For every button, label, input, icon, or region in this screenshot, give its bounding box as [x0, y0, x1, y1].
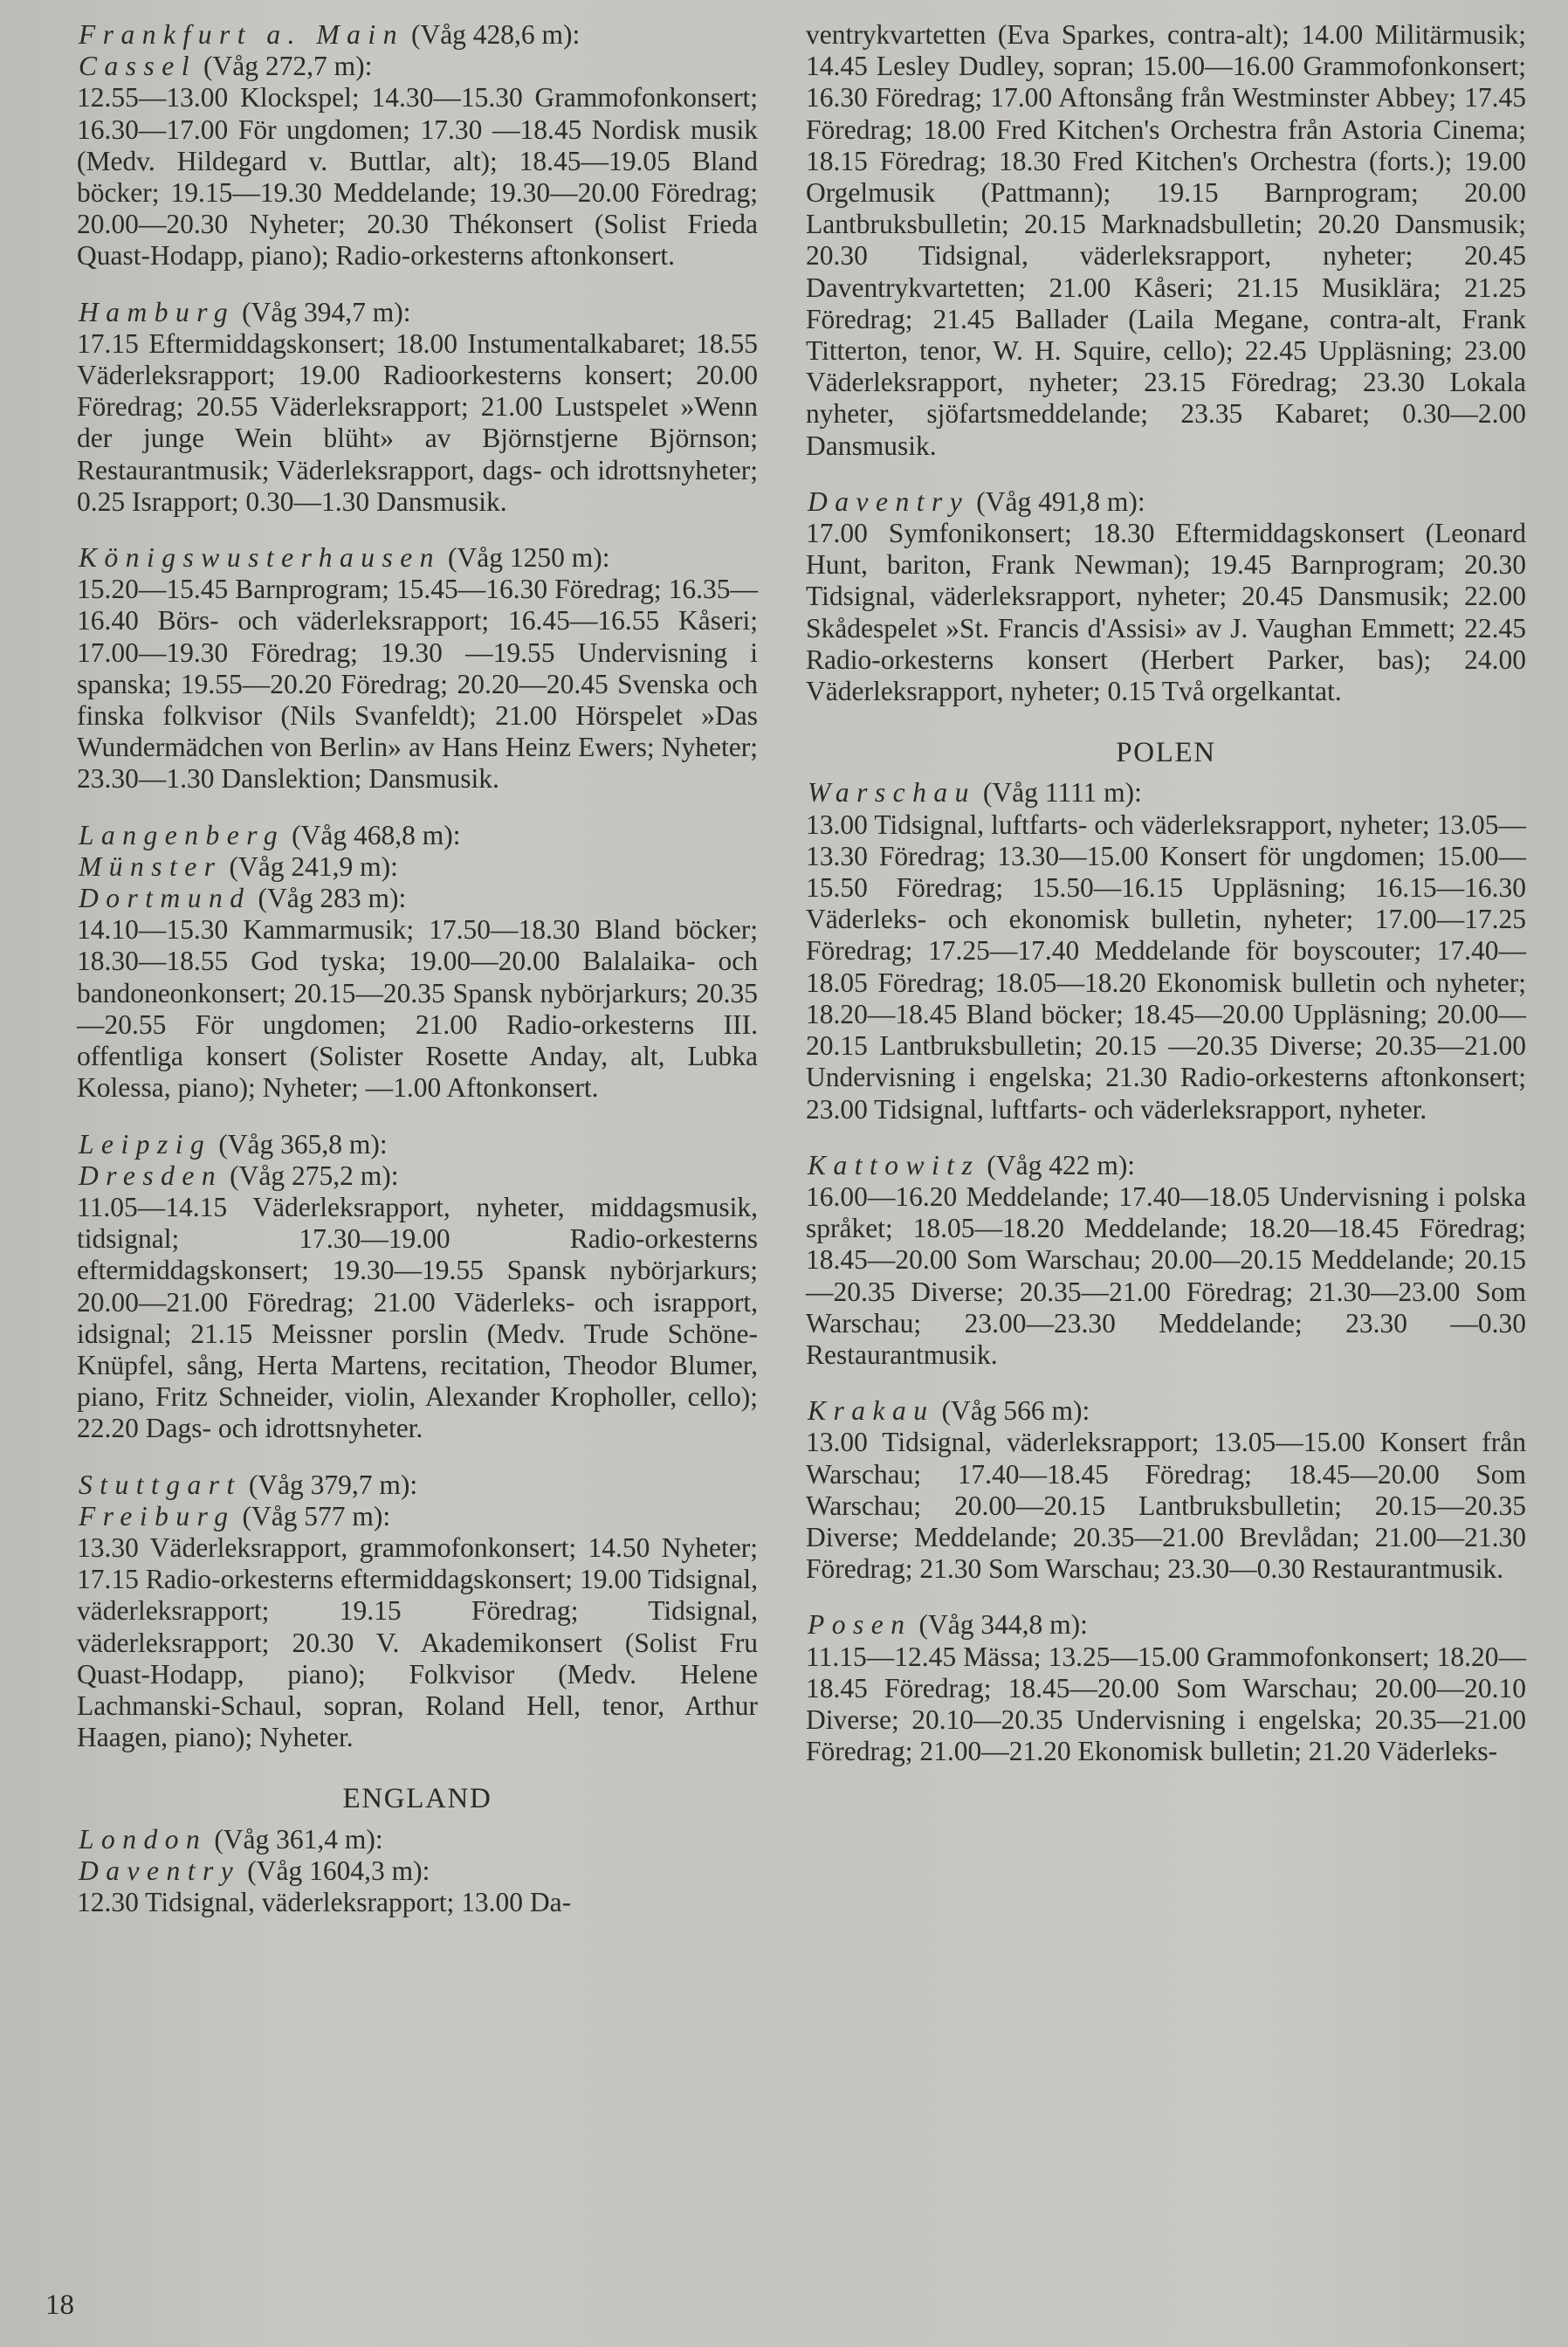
station-heading-cassel: [77, 51, 758, 82]
wavelength: (Våg 1604,3 m):: [247, 1855, 430, 1886]
station-heading-daventry: [77, 1855, 758, 1887]
program-schedule: ventrykvartetten (Eva Sparkes, contra-alt); 14.00 Militärmusik; 14.45 Lesley Dudley, sopran; 15.00—16.00 Grammofonkonsert; 16.30 Föredrag; 17.00 Aftonsång från Westminster Abbey; 17.45 Föredrag; 18.00 Fred Kitchen's Orchestra från Astoria Cinema; 18.15 Föredrag; 18.30 Fred Kitchen's Orchestra (forts.); 19.00 Orgelmusik (Pattmann); 19.15 Barnprogram; 20.00 Lantbruksbulletin; 20.15 Marknadsbulletin; 20.20 Dansmusik; 20.30 Tidsignal, väderleksrapport, nyheter; 20.45 Daventrykvartetten; 21.00 Kåseri; 21.15 Musiklära; 21.25 Föredrag; 21.45 Ballader (Laila Megane, contra-alt, Frank Titterton, tenor, W. H. Squire, cello); 22.45 Uppläsning; 23.00 Väderleksrapport, nyheter; 23.15 Föredrag; 23.30 Lokala nyheter, sjöfartsmeddelande; 23.35 Kabaret; 0.30—2.00 Dansmusik.: [806, 19, 1526, 461]
station-heading-hamburg: [77, 297, 758, 328]
program-schedule: 17.00 Symfonikonsert; 18.30 Eftermiddagskonsert (Leonard Hunt, bariton, Frank Newman); 19.45 Barnprogram; 20.30 Tidsignal, väderleksrapport, nyheter; 20.45 Dansmusik; 22.00 Skådespelet »St. Francis d'Assisi» av J. Vaughan Emmett; 22.45 Radio-orkesterns konsert (Herbert Parker, bas); 24.00 Väderleksrapport, nyheter; 0.15 Två orgelkantat.: [806, 518, 1526, 707]
station-name: Kattowitz: [808, 1149, 980, 1180]
left-column: [77, 19, 758, 1918]
wavelength: (Våg 283 m):: [258, 883, 407, 914]
station-name: Königswusterhausen: [79, 542, 442, 574]
program-schedule: 12.30 Tidsignal, väderleksrapport; 13.00 Da-: [77, 1886, 572, 1917]
station-heading-krakau: [806, 1395, 1526, 1427]
right-column: [806, 19, 1526, 1767]
station-name: Frankfurt a. Main: [79, 19, 404, 50]
station-block: [77, 1129, 758, 1445]
station-name: Cassel: [79, 51, 197, 82]
station-name: Krakau: [808, 1395, 935, 1427]
wavelength: (Våg 379,7 m):: [248, 1469, 418, 1500]
station-name: Warschau: [808, 777, 976, 809]
wavelength: (Våg 365,8 m):: [218, 1128, 388, 1160]
wavelength: (Våg 566 m):: [941, 1395, 1090, 1427]
wavelength: (Våg 275,2 m):: [230, 1160, 399, 1191]
station-heading-leipzig: [77, 1129, 758, 1160]
station-heading-dresden: [77, 1160, 758, 1192]
station-heading-langenberg: [77, 820, 758, 851]
program-schedule: 17.15 Eftermiddagskonsert; 18.00 Instumentalkabaret; 18.55 Väderleksrapport; 19.00 Radioorkesterns konsert; 20.00 Föredrag; 20.55 Väderleksrapport; 21.00 Lustspelet »Wenn der junge Wein blüht» av Björnstjerne Björnson; Restaurantmusik; Väderleksrapport, dags- och idrottsnyheter; 0.25 Israpport; 0.30—1.30 Dansmusik.: [77, 327, 758, 517]
station-name: Daventry: [79, 1855, 241, 1886]
station-name: Posen: [808, 1609, 912, 1641]
program-schedule: 13.00 Tidsignal, väderleksrapport; 13.05—15.00 Konsert från Warschau; 17.40—18.45 Föredrag; 18.45—20.00 Som Warschau; 20.00—20.15 Lantbruksbulletin; 20.15—20.35 Diverse; Meddelande; 20.35—21.00 Brevlådan; 21.00—21.30 Föredrag; 21.30 Som Warschau; 23.30—0.30 Restaurantmusik.: [806, 1427, 1526, 1585]
station-block: [77, 19, 758, 272]
wavelength: (Våg 272,7 m):: [203, 51, 373, 82]
station-block: [806, 1609, 1526, 1767]
station-heading-warschau: [806, 777, 1526, 809]
station-heading-daventry: [806, 486, 1526, 518]
station-heading-frankfurt-a-main: [77, 19, 758, 51]
country-heading: POLEN: [1116, 737, 1216, 769]
wavelength: (Våg 577 m):: [242, 1500, 391, 1531]
station-heading-freiburg: [77, 1501, 758, 1532]
station-heading-munster: [77, 851, 758, 883]
program-schedule: 15.20—15.45 Barnprogram; 15.45—16.30 Föredrag; 16.35—16.40 Börs- och väderleksrapport; 16.45—16.55 Kåseri; 17.00—19.30 Föredrag; 19.30 —19.55 Undervisning i spanska; 19.55—20.20 Föredrag; 20.20—20.45 Svenska och finska folkvisor (Nils Svanfeldt); 21.00 Hörspelet »Das Wundermädchen von Berlin» av Hans Heinz Ewers; Nyheter; 23.30—1.30 Danslektion; Dansmusik.: [77, 574, 758, 795]
program-schedule: 13.00 Tidsignal, luftfarts- och väderleksrapport, nyheter; 13.05—13.30 Föredrag; 13.30—15.00 Konsert för ungdomen; 15.00—15.50 Föredrag; 15.50—16.15 Uppläsning; 16.15—16.30 Väderleks- och ekonomisk bulletin, nyheter; 17.00—17.25 Föredrag; 17.25—17.40 Meddelande för boyscouter; 17.40—18.05 Föredrag; 18.05—18.20 Ekonomisk bulletin och nyheter; 18.20—18.45 Bland böcker; 18.45—20.00 Uppläsning; 20.00—20.15 Lantbruksbulletin; 20.15 —20.35 Diverse; 20.35—21.00 Undervisning i engelska; 21.30 Radio-orkesterns aftonkonsert; 23.00 Tidsignal, luftfarts- och väderleksrapport, nyheter.: [806, 809, 1526, 1125]
station-heading-posen: [806, 1609, 1526, 1641]
station-name: London: [79, 1823, 208, 1855]
station-heading-stuttgart: [77, 1469, 758, 1501]
station-block: [806, 486, 1526, 707]
program-schedule: 13.30 Väderleksrapport, grammofonkonsert; 14.50 Nyheter; 17.15 Radio-orkesterns eftermiddagskonsert; 19.00 Tidsignal, väderleksrapport; 19.15 Föredrag; Tidsignal, väderleksrapport; 20.30 V. Akademikonsert (Solist Fru Quast-Hodapp, piano); Folkvisor (Medv. Helene Lachmanski-Schaul, sopran, Roland Hell, tenor, Arthur Haagen, piano); Nyheter.: [77, 1531, 758, 1753]
station-name: Stuttgart: [79, 1469, 242, 1500]
wavelength: (Våg 344,8 m):: [918, 1609, 1088, 1641]
program-schedule: 16.00—16.20 Meddelande; 17.40—18.05 Undervisning i polska språket; 18.05—18.20 Meddelande; 18.20—18.45 Föredrag; 18.45—20.00 Som Warschau; 20.00—20.15 Meddelande; 20.15—20.35 Diverse; 20.35—21.00 Föredrag; 21.30—23.00 Som Warschau; 23.00—23.30 Meddelande; 23.30 —0.30 Restaurantmusik.: [806, 1180, 1526, 1370]
station-block: [77, 1469, 758, 1754]
station-name: Leipzig: [79, 1128, 212, 1160]
wavelength: (Våg 468,8 m):: [292, 819, 461, 850]
country-heading: ENGLAND: [342, 1783, 492, 1815]
station-block: [806, 777, 1526, 1125]
station-name: Freiburg: [79, 1500, 236, 1531]
station-block: [77, 820, 758, 1105]
station-block: [806, 19, 1526, 462]
wavelength: (Våg 394,7 m):: [242, 296, 411, 327]
station-name: Dresden: [79, 1160, 224, 1191]
station-heading-kattowitz: [806, 1150, 1526, 1181]
station-heading-konigswusterhausen: [77, 542, 758, 574]
wavelength: (Våg 1111 m):: [982, 777, 1142, 809]
wavelength: (Våg 422 m):: [987, 1149, 1136, 1180]
station-name: Daventry: [808, 485, 970, 517]
program-schedule: 11.15—12.45 Mässa; 13.25—15.00 Grammofonkonsert; 18.20—18.45 Föredrag; 18.45—20.00 Som Warschau; 20.00—20.10 Diverse; 20.10—20.35 Undervisning i engelska; 20.35—21.00 Föredrag; 21.00—21.20 Ekonomisk bulletin; 21.20 Väderleks-: [806, 1641, 1526, 1767]
station-heading-london: [77, 1824, 758, 1855]
station-block: [77, 542, 758, 795]
station-block: [77, 297, 758, 518]
station-heading-dortmund: [77, 883, 758, 914]
wavelength: (Våg 428,6 m):: [410, 19, 581, 50]
station-block: [806, 1150, 1526, 1371]
station-block: [77, 1824, 758, 1919]
program-schedule: 11.05—14.15 Väderleksrapport, nyheter, middagsmusik, tidsignal; 17.30—19.00 Radio-orkesterns eftermiddagskonsert; 19.30—19.55 Spansk nybörjarkurs; 20.00—21.00 Föredrag; 21.00 Väderleks- och israpport, idsignal; 21.15 Meissner porslin (Medv. Trude Schöne-Knüpfel, sång, Herta Martens, recitation, Theodor Blumer, piano, Fritz Schneider, violin, Alexander Kropholler, cello); 22.20 Dags- och idrottsnyheter.: [77, 1191, 758, 1444]
station-name: Hamburg: [79, 296, 236, 327]
station-block: [806, 1395, 1526, 1585]
page-number: 18: [45, 2289, 74, 2321]
wavelength: (Våg 491,8 m):: [976, 485, 1145, 517]
station-name: Münster: [79, 850, 223, 882]
station-name: Langenberg: [79, 819, 285, 850]
station-name: Dortmund: [79, 883, 251, 914]
program-schedule: 14.10—15.30 Kammarmusik; 17.50—18.30 Bland böcker; 18.30—18.55 God tyska; 19.00—20.00 Balalaika- och bandoneonkonsert; 20.15—20.35 Spansk nybörjarkurs; 20.35—20.55 För ungdomen; 21.00 Radio-orkesterns III. offentliga konsert (Solister Rosette Anday, alt, Lubka Kolessa, piano); Nyheter; —1.00 Aftonkonsert.: [77, 914, 758, 1104]
program-schedule: 12.55—13.00 Klockspel; 14.30—15.30 Grammofonkonsert; 16.30—17.00 För ungdomen; 17.30 —18.45 Nordisk musik (Medv. Hildegard v. Buttlar, alt); 18.45—19.05 Bland böcker; 19.15—19.30 Meddelande; 19.30—20.00 Föredrag; 20.00—20.30 Nyheter; 20.30 Thékonsert (Solist Frieda Quast-Hodapp, piano); Radio-orkesterns aftonkonsert.: [77, 82, 758, 272]
wavelength: (Våg 241,9 m):: [229, 850, 398, 882]
wavelength: (Våg 1250 m):: [448, 542, 610, 574]
wavelength: (Våg 361,4 m):: [214, 1823, 383, 1855]
